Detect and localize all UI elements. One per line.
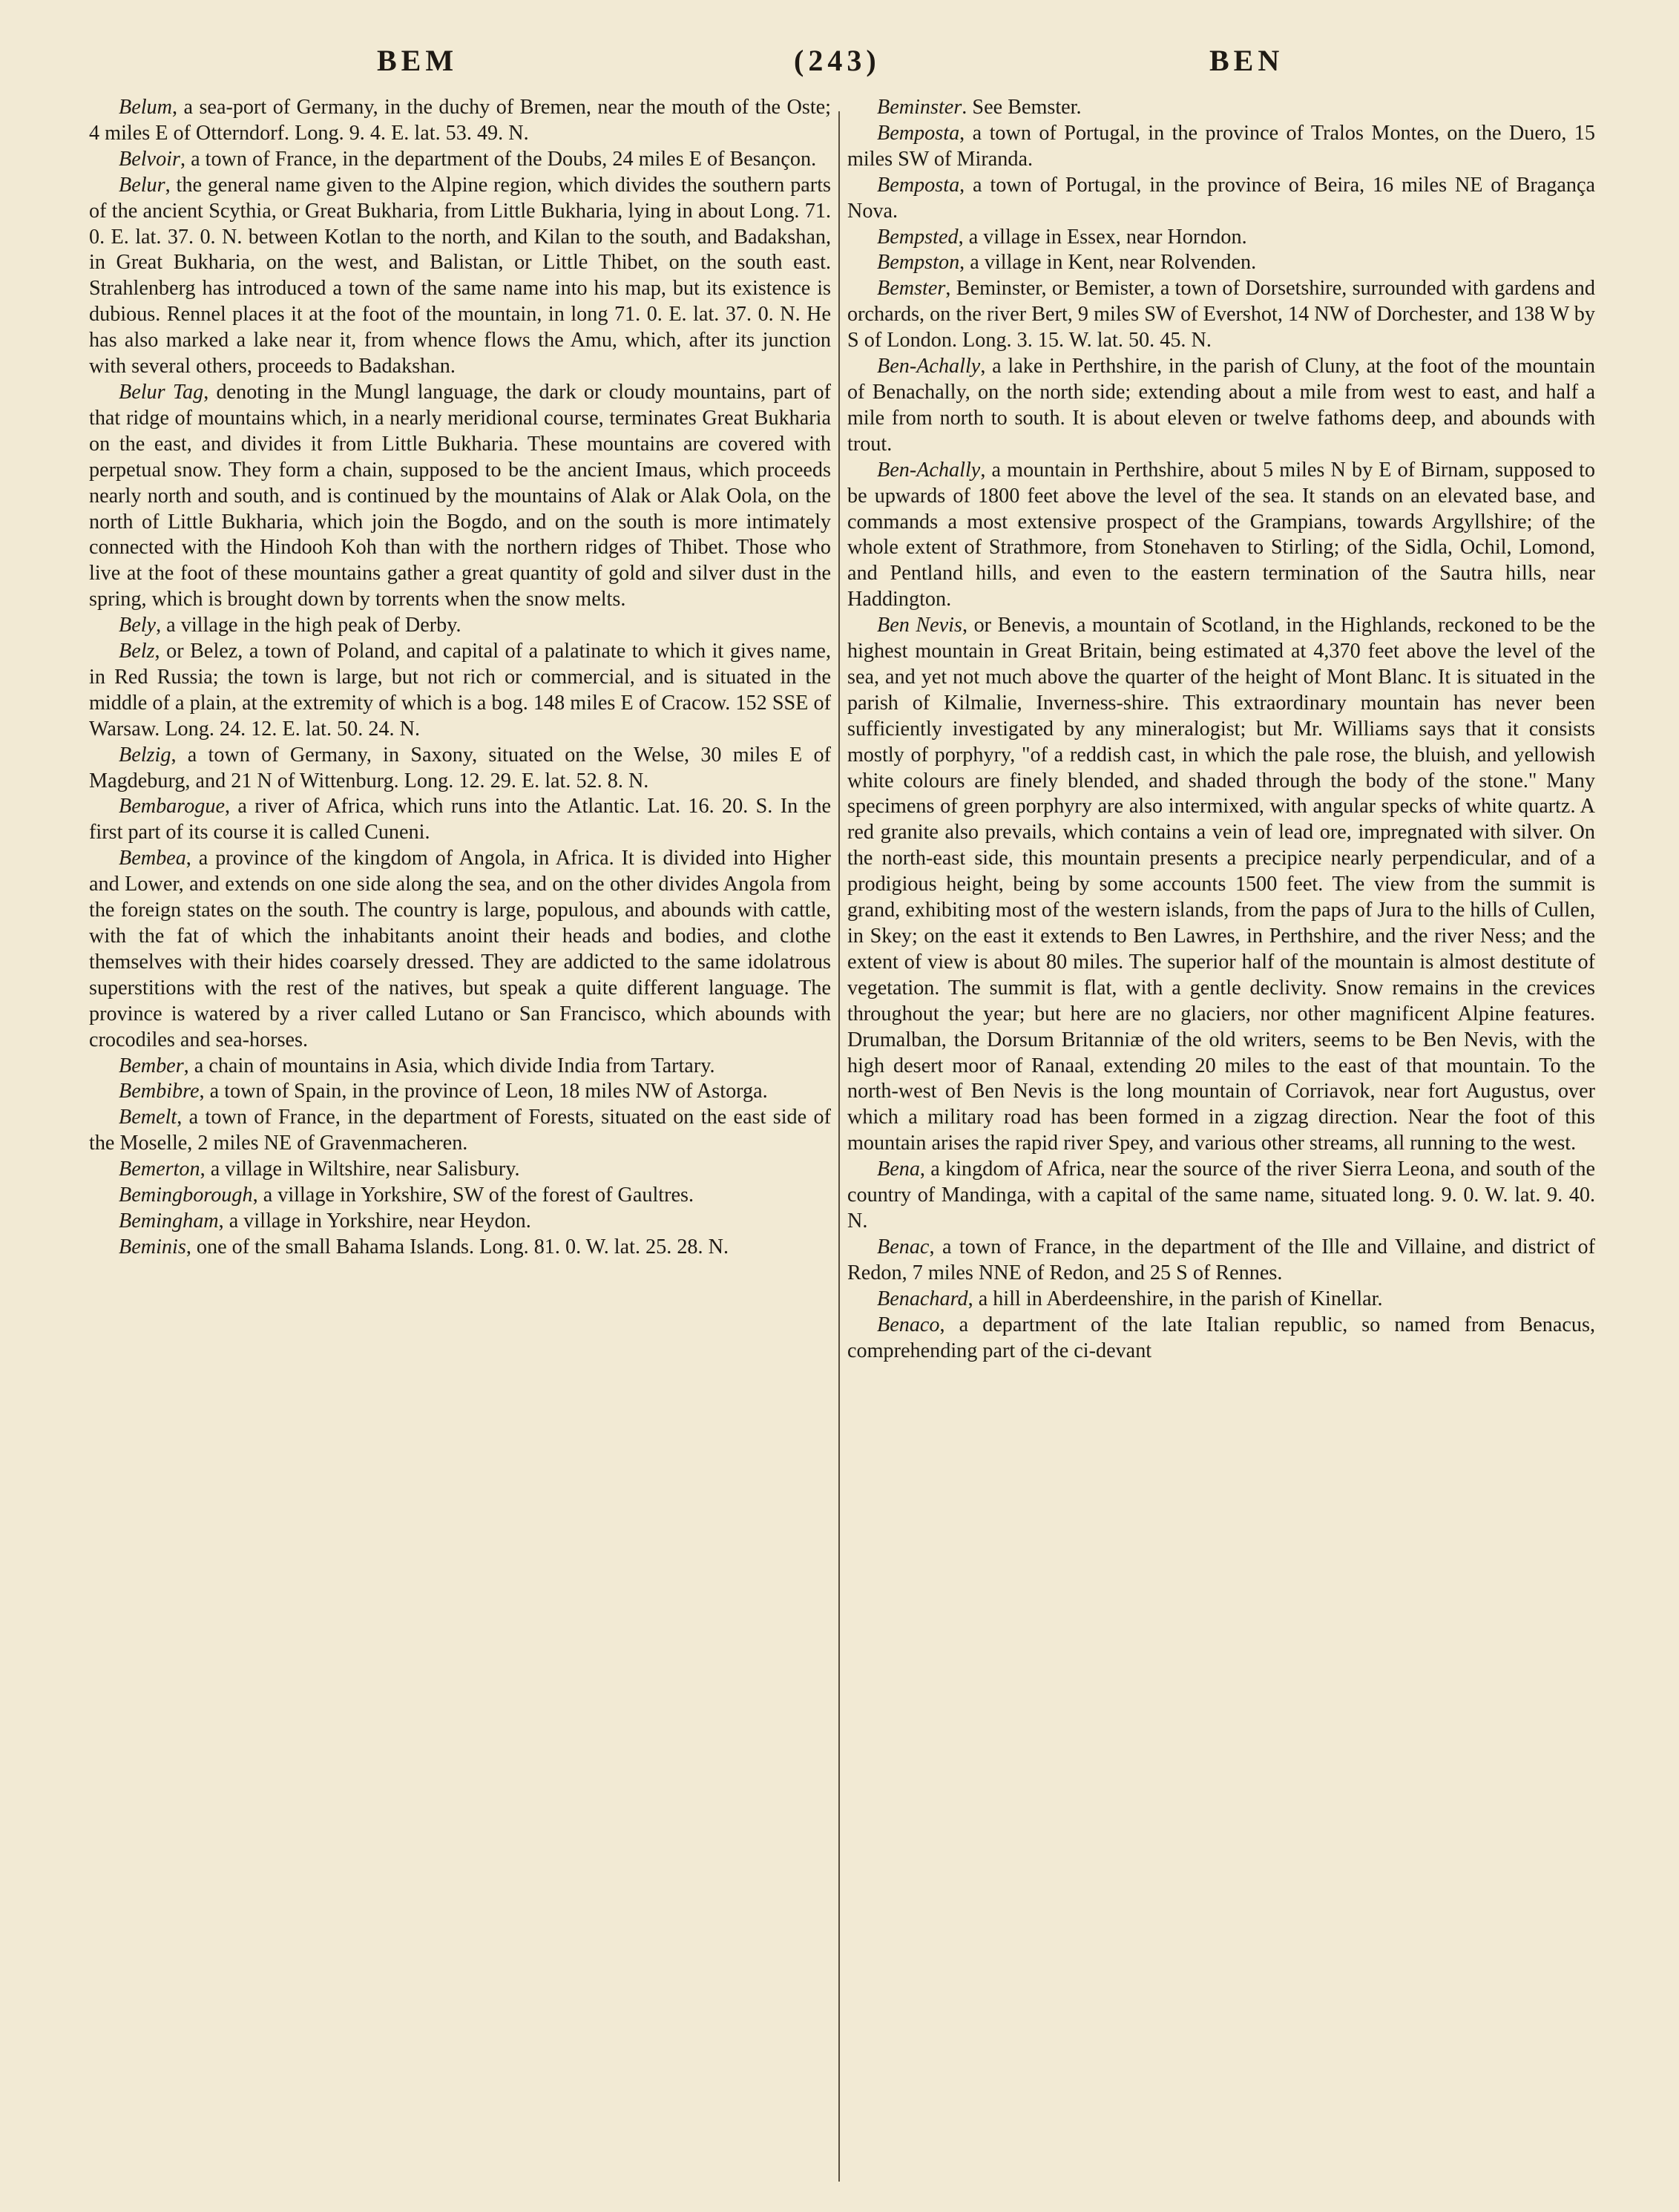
dictionary-entry	[847, 1157, 1595, 1235]
running-head-left: BEM	[377, 44, 459, 77]
dictionary-entry	[89, 1079, 831, 1105]
dictionary-entry	[89, 1235, 831, 1261]
dictionary-entry	[89, 95, 831, 147]
entry-headword: Bemposta	[877, 173, 960, 197]
entry-text: , a town of Spain, in the province of Leon, 18 miles NW of Astorga.	[199, 1080, 768, 1103]
dictionary-entry	[847, 276, 1595, 354]
entry-text: , the general name given to the Alpine region, which divides the southern parts of the ancient Scythia, or Great Bukharia, from Little Bukharia, lying in about Long. 71. 0. E. lat. 37. 0. N. between Kotlan to the north, and Kilan to the south, and Badakshan, in Great Bukharia, on the west, and Balistan, or Little Thibet, on the south east. Strahlenberg has introduced a town of the same name into his map, but its existence is dubious. Rennel places it at the foot of the mountain, in long 71. 0. E. lat. 37. 0. N. He has also marked a lake near it, from whence flows the Amu, which, after its junction with several others, proceeds to Badakshan.	[89, 173, 831, 378]
entry-text: , a hill in Aberdeenshire, in the parish of Kinellar.	[967, 1287, 1383, 1310]
entry-headword: Bempsted	[877, 225, 959, 249]
entry-headword: Bemingham	[119, 1209, 219, 1233]
entry-text: , a village in Yorkshire, SW of the forest of Gaultres.	[252, 1184, 694, 1207]
dictionary-entry	[89, 173, 831, 380]
entry-headword: Beminster	[877, 96, 962, 119]
dictionary-entry	[89, 147, 831, 173]
entry-text: , a town of France, in the department of the Ille and Villaine, and district of Redon, 7 miles NNE of Redon, and 25 S of Rennes.	[847, 1235, 1595, 1284]
entry-headword: Bembibre	[119, 1080, 200, 1103]
entry-headword: Bena	[877, 1158, 920, 1181]
entry-headword: Beminis	[119, 1235, 186, 1258]
dictionary-entry	[847, 1287, 1595, 1313]
entry-headword: Benaco	[877, 1313, 940, 1336]
right-column	[847, 95, 1595, 2188]
entry-text: , a village in Yorkshire, near Heydon.	[218, 1209, 531, 1233]
entry-headword: Bemposta	[877, 121, 960, 145]
entry-headword: Bember	[119, 1054, 184, 1077]
entry-headword: Ben-Achally	[877, 458, 981, 482]
dictionary-entry	[89, 613, 831, 639]
entry-text: , a sea-port of Germany, in the duchy of Bremen, near the mouth of the Oste; 4 miles E of Otterndorf. Long. 9. 4. E. lat. 53. 49. N.	[89, 96, 831, 145]
dictionary-entry	[89, 743, 831, 795]
dictionary-entry	[89, 794, 831, 846]
dictionary-entry	[847, 95, 1595, 121]
entry-headword: Benac	[877, 1235, 930, 1258]
entry-text: , a chain of mountains in Asia, which divide India from Tartary.	[183, 1054, 715, 1077]
entry-text: , or Belez, a town of Poland, and capital of a palatinate to which it gives name, in Red Russia; the town is large, but not rich or commercial, and is situated in the middle of a plain, at the extremity of which is a bog. 148 miles E of Cracow. 152 SSE of Warsaw. Long. 24. 12. E. lat. 50. 24. N.	[89, 640, 831, 741]
dictionary-entry	[89, 846, 831, 1053]
dictionary-entry	[847, 173, 1595, 225]
entry-text: , Beminster, or Bemister, a town of Dorsetshire, surrounded with gardens and orchards, on the river Bert, 9 miles SW of Evershot, 14 NW of Dorchester, and 138 W by S of London. Long. 3. 15. W. lat. 50. 45. N.	[847, 277, 1595, 352]
entry-text: , a province of the kingdom of Angola, in Africa. It is divided into Higher and Lower, and extends on one side along the sea, and on the other divides Angola from the foreign states on the south. The country is large, populous, and abounds with cattle, with the fat of which the inhabitants anoint their heads and bodies, and clothe themselves with their hides coarsely dressed. They are addicted to the same idolatrous superstitions with the rest of the natives, but speak a quite different language. The province is watered by a river called Lutano or San Francisco, which abounds with crocodiles and sea-horses.	[89, 847, 831, 1051]
entry-headword: Bembarogue	[119, 795, 225, 818]
entry-headword: Bemerton	[119, 1158, 200, 1181]
entry-text: , a town of Germany, in Saxony, situated on the Welse, 30 miles E of Magdeburg, and 21 N of Wittenburg. Long. 12. 29. E. lat. 52. 8. N.	[89, 743, 831, 792]
dictionary-entry	[847, 354, 1595, 458]
entry-text: , a mountain in Perthshire, about 5 miles N by E of Birnam, supposed to be upwards of 1800 feet above the level of the sea. It stands on an elevated base, and commands a most extensive prospect of the Grampians, towards Argyllshire; of the whole extent of Strathmore, from Stonehaven to Stirling; of the Sidla, Ochil, Lomond, and Pentland hills, and even to the eastern termination of the Sautra hills, near Haddington.	[847, 458, 1595, 611]
running-head-right: BEN	[1209, 44, 1284, 77]
entry-text: , a town of Portugal, in the province of Beira, 16 miles NE of Bragança Nova.	[847, 173, 1595, 223]
entry-text: , or Benevis, a mountain of Scotland, in the Highlands, reckoned to be the highest mountain in Great Britain, being estimated at 4,370 feet above the level of the sea, and yet not much above the quarter of the height of Mont Blanc. It is situated in the parish of Kilmalie, Inverness-shire. This extraordinary mountain has never been sufficiently investigated by any mineralogist; but Mr. Williams says that it consists mostly of porphyry, "of a reddish cast, in which the pale rose, the bluish, and yellowish white colours are finely blended, and shaded through the body of the stone." Many specimens of green porphyry are also intermixed, with angular specks of white quartz. A red granite also prevails, which contains a vein of lead ore, impregnated with silver. On the north-east side, this mountain presents a precipice nearly perpendicular, and of a prodigious height, being by some accounts 1500 feet. The view from the summit is grand, exhibiting most of the western islands, from the paps of Jura to the hills of Cullen, in Skey; on the east it extends to Ben Lawres, in Perthshire, and the river Ness; and the extent of view is about 80 miles. The superior half of the mountain is almost destitute of vegetation. The summit is flat, with a gentle declivity. Snow remains in the crevices throughout the year; but here are no glaciers, nor other magnificent Alpine features. Drumalban, the Dorsum Britanniæ of the old writers, seems to be Ben Nevis, with the high desert moor of Ranaal, extending 20 miles to the east of that mountain. To the north-west of Ben Nevis is the long mountain of Corriavok, near fort Augustus, over which a military road has been formed in a zigzag direction. Near the foot of this mountain arises the rapid river Spey, and various other streams, all running to the west.	[847, 614, 1595, 1155]
entry-text: , one of the small Bahama Islands. Long. 81. 0. W. lat. 25. 28. N.	[185, 1235, 729, 1258]
entry-text: , a department of the late Italian republic, so named from Benacus, comprehending part of the ci-devant	[847, 1313, 1595, 1362]
entry-headword: Bemelt	[119, 1106, 177, 1129]
entry-text: , a river of Africa, which runs into the Atlantic. Lat. 16. 20. S. In the first part of its course it is called Cuneni.	[89, 795, 831, 844]
entry-headword: Bely	[119, 614, 157, 637]
entry-text: , a lake in Perthshire, in the parish of Cluny, at the foot of the mountain of Benachally, on the north side; extending about a mile from west to east, and half a mile from north to south. It is about eleven or twelve fathoms deep, and abounds with trout.	[847, 355, 1595, 456]
entry-text: , a village in the high peak of Derby.	[156, 614, 461, 637]
entry-text: , a village in Essex, near Horndon.	[958, 225, 1247, 249]
entry-headword: Benachard	[877, 1287, 968, 1310]
dictionary-entry	[89, 1157, 831, 1183]
dictionary-entry	[847, 121, 1595, 173]
entry-headword: Belum	[119, 96, 173, 119]
dictionary-entry	[89, 1105, 831, 1157]
entry-text: , denoting in the Mungl language, the dark or cloudy mountains, part of that ridge of mountains which, in a nearly meridional course, terminates Great Bukharia on the east, and divides it from Little Bukharia. These mountains are covered with perpetual snow. They form a chain, supposed to be the ancient Imaus, which proceeds nearly north and south, and is continued by the mountains of Alak or Alak Oola, on the north of Little Bukharia, which join the Bogdo, and on the south is more intimately connected with the Hindooh Koh than with the northern ridges of Thibet. Those who live at the foot of these mountains gather a great quantity of gold and silver dust in the spring, which is brought down by torrents when the snow melts.	[89, 380, 831, 611]
entry-text: , a village in Wiltshire, near Salisbury.	[200, 1158, 520, 1181]
dictionary-entry	[89, 1054, 831, 1080]
entry-headword: Ben-Achally	[877, 355, 981, 378]
entry-headword: Belur	[119, 173, 165, 197]
dictionary-entry	[89, 1183, 831, 1209]
entry-headword: Bemster	[877, 277, 946, 301]
entry-headword: Belur Tag	[119, 380, 204, 404]
dictionary-entry	[89, 639, 831, 743]
entry-headword: Bempston	[877, 251, 960, 275]
entry-headword: Ben Nevis	[877, 614, 962, 637]
entry-text: , a kingdom of Africa, near the source of the river Sierra Leona, and south of the country of Mandinga, with a capital of the same name, situated long. 9. 0. W. lat. 9. 40. N.	[847, 1158, 1595, 1233]
entry-headword: Bemingborough	[119, 1184, 253, 1207]
entry-headword: Belz	[119, 640, 155, 663]
dictionary-entry	[847, 613, 1595, 1157]
dictionary-entry	[847, 250, 1595, 276]
column-divider	[838, 111, 840, 2182]
entry-text: , a village in Kent, near Rolvenden.	[959, 251, 1257, 275]
entry-headword: Belzig	[119, 743, 171, 767]
dictionary-entry	[847, 1313, 1595, 1365]
entry-text: , a town of Portugal, in the province of Tralos Montes, on the Duero, 15 miles SW of Miranda.	[847, 121, 1595, 171]
left-column	[89, 95, 831, 2188]
dictionary-entry	[847, 458, 1595, 613]
page-number: (243)	[794, 44, 881, 77]
entry-headword: Belvoir	[119, 147, 180, 171]
dictionary-entry	[847, 225, 1595, 251]
running-head	[0, 43, 1679, 88]
entry-text: , a town of France, in the department of Forests, situated on the east side of the Moselle, 2 miles NE of Gravenmacheren.	[89, 1106, 831, 1155]
entry-headword: Bembea	[119, 847, 186, 870]
entry-text: , a town of France, in the department of the Doubs, 24 miles E of Besançon.	[180, 147, 817, 171]
dictionary-entry	[847, 1235, 1595, 1287]
entry-text: . See Bemster.	[962, 96, 1082, 119]
dictionary-entry	[89, 1209, 831, 1235]
dictionary-entry	[89, 380, 831, 613]
